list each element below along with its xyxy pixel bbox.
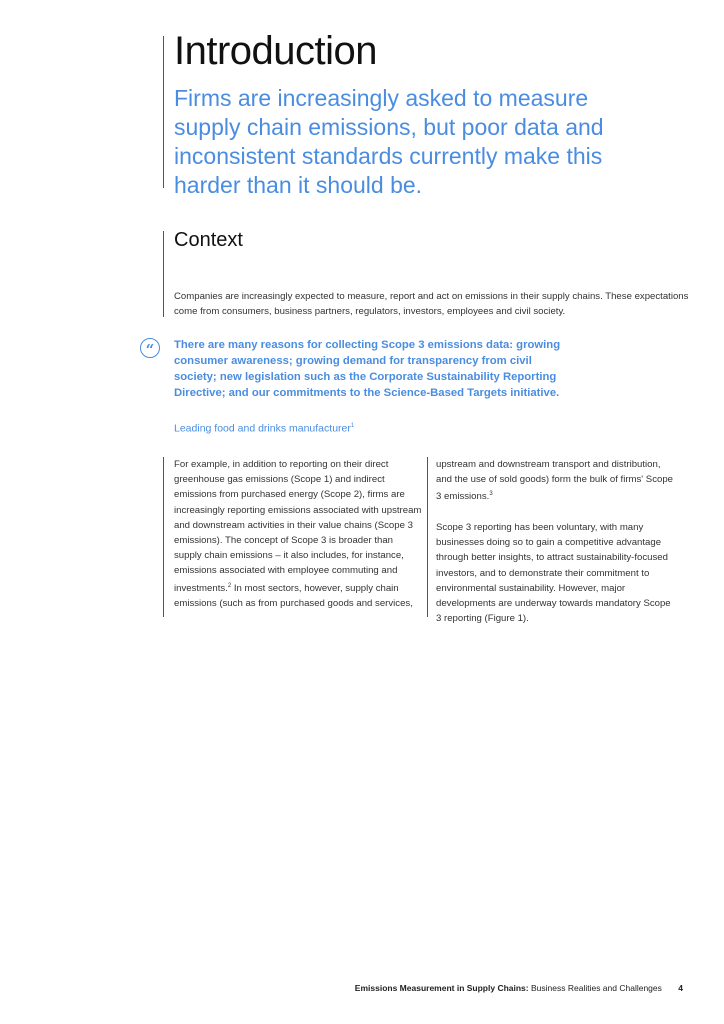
body-paragraph: Scope 3 reporting has been voluntary, with many businesses doing so to gain a competitive advantage through better insights, to attract sustainability-focused investors, and to demonstrate their commitment to environmental sustainability. However, major developments are underway towards mandatory Scope 3 reporting (Figure 1). <box>436 521 671 625</box>
page-footer <box>355 983 683 993</box>
context-rule <box>163 231 164 317</box>
body-left-rule <box>163 457 164 617</box>
body-paragraph <box>436 457 676 505</box>
footnote-ref: 2 <box>227 582 232 589</box>
footnote-ref: 3 <box>489 491 493 498</box>
body-text: In most sectors, however, supply chain emissions (such as from purchased goods and services, <box>174 582 413 610</box>
title-rule <box>163 36 164 188</box>
column-divider-rule <box>427 457 428 617</box>
body-column-left <box>174 457 422 611</box>
body-paragraph <box>174 457 422 611</box>
footer-report-title: Business Realities and Challenges <box>531 983 662 993</box>
body-text: For example, in addition to reporting on their direct greenhouse gas emissions (Scope 1) and indirect emissions from purchased energy (Scope 2), firms are increasingly reporting emissions associated with upstream and downstream activities in their value chains (Scope 3 emissions). The concept of Scope 3 is broader than supply chain emissions – it also includes, for instance, emissions associated with employee commuting and investments. <box>174 459 422 594</box>
quote-source-text: Leading food and drinks manufacturer <box>174 422 351 435</box>
quote-icon: “ <box>140 338 160 358</box>
section-heading-context: Context <box>174 229 243 251</box>
page-title: Introduction <box>174 29 378 73</box>
page-number: 4 <box>678 983 683 993</box>
page-subtitle: Firms are increasingly asked to measure supply chain emissions, but poor data and inconsistent standards currently make this harder than it should be. <box>174 85 604 198</box>
pull-quote: There are many reasons for collecting Scope 3 emissions data: growing consumer awareness; growing demand for transparency from civil society; new legislation such as the Corporate Sustainability Reporting Directive; and our commitments to the Science-Based Targets initiative. <box>174 339 561 399</box>
footer-report-title-bold: Emissions Measurement in Supply Chains: <box>354 983 529 993</box>
footnote-ref: 1 <box>350 423 355 429</box>
body-column-right <box>436 457 676 626</box>
body-text: upstream and downstream transport and distribution, and the use of sold goods) form the bulk of firms' Scope 3 emissions. <box>436 459 674 503</box>
context-intro-paragraph: Companies are increasingly expected to measure, report and act on emissions in their supply chains. These expectations come from consumers, business partners, regulators, investors, employees and civil society. <box>174 291 689 317</box>
quote-attribution <box>174 418 354 437</box>
